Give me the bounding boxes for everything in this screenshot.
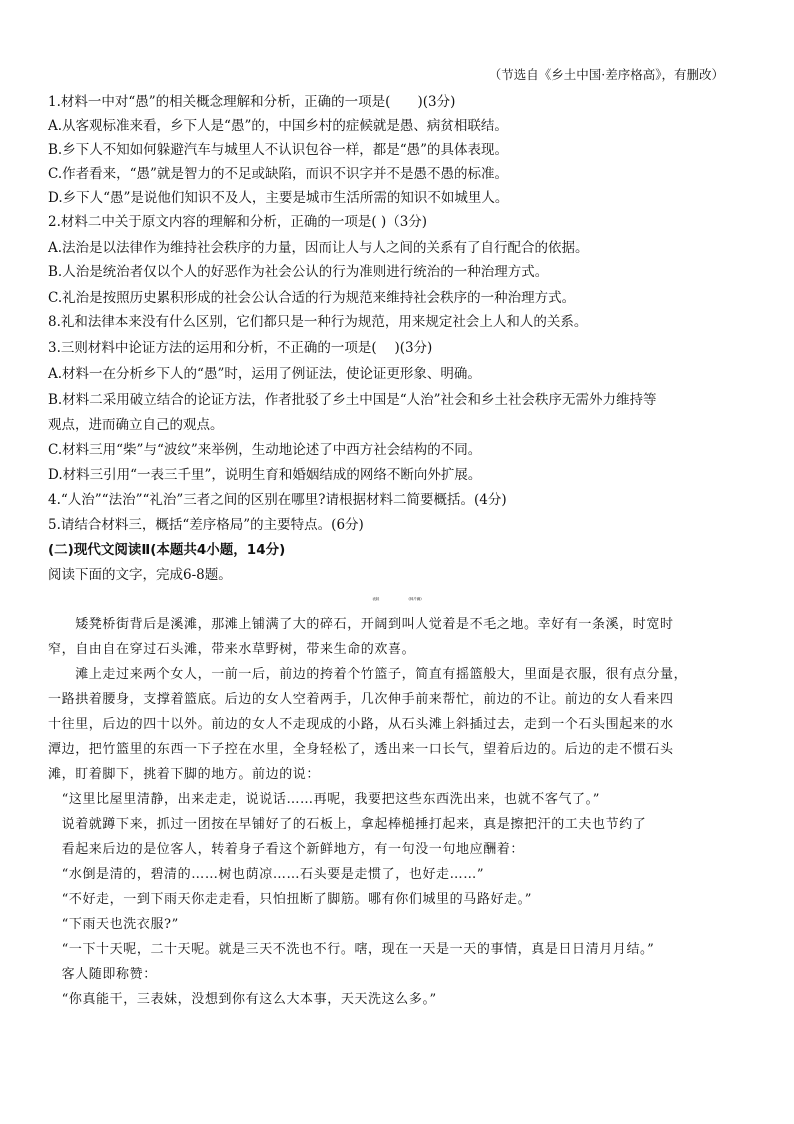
story-line-3: 滩上走过来两个女人，一前一后，前边的挎着个竹篮子，简直有摇篮般大，里面是衣服，很有点分量， xyxy=(48,667,688,682)
question-2-option-a: A.法治是以法律作为维持社会秩序的力量，因而让人与人之间的关系有了自行配合的依据。 xyxy=(48,240,589,256)
question-2-stem: 2.材料二中关于原文内容的理解和分析，正确的一项是( )（3分) xyxy=(48,214,428,230)
story-line-4: 一路拱着腰身，支撑着篮底。后边的女人空着两手，几次伸手前来帮忙，前边的不让。前边的女人看来四 xyxy=(48,692,674,707)
question-3-option-c: C.材料三用“柴”与“波纹”来举例，生动地论述了中西方社会结构的不同。 xyxy=(48,442,482,458)
question-5: 5.请结合材料三，概括“差序格局”的主要特点。(6分) xyxy=(48,517,364,533)
story-line-5: 十往里，后边的四十以外。前边的女人不走现成的小路，从石头滩上斜插过去，走到一个石头围起来的水 xyxy=(48,717,674,732)
story-line-1: 矮凳桥街背后是溪滩，那滩上铺满了大的碎石，开阔到叫人觉着是不毛之地。幸好有一条溪，时宽时 xyxy=(48,617,674,632)
section-2-heading: (二)现代文阅读Ⅱ(本题共4小题，14分) xyxy=(48,542,286,558)
source-note: （节选自《乡土中国·差序格高》，有删改） xyxy=(488,67,724,82)
story-line-14: “一下十天呢，二十天呢。就是三天不洗也不行。嗐，现在一天是一天的事情，真是日日清月月结。” xyxy=(48,942,655,957)
story-line-10: 看起来后边的是位客人，转着身子看这个新鲜地方，有一句没一句地应酬着： xyxy=(48,842,525,857)
story-line-11: “水倒是清的，碧清的……树也荫凉……石头要是走惯了，也好走……” xyxy=(48,867,485,882)
question-1-option-d: D.乡下人“愚”是说他们知识不及人，主要是城市生活所需的知识不如城里人。 xyxy=(48,190,509,206)
story-author: (林斤澜) xyxy=(408,597,422,601)
story-line-15: 客人随即称赞： xyxy=(48,967,157,982)
story-line-12: “不好走，一到下雨天你走走看，只怕扭断了脚筋。哪有你们城里的马路好走。” xyxy=(48,892,532,907)
question-2-option-d: 8.礼和法律本来没有什么区别，它们都只是一种行为规范，用来规定社会上人和人的关系。 xyxy=(48,314,588,330)
story-line-6: 潭边，把竹篮里的东西一下子控在水里，全身轻松了，透出来一口长气，望着后边的。后边的走不惯石头 xyxy=(48,742,674,757)
story-line-13: “下雨天也洗衣服?” xyxy=(48,917,179,932)
question-1-option-a: A.从客观标准来看，乡下人是“愚”的，中国乡村的症候就是愚、病贫相联结。 xyxy=(48,118,508,134)
story-line-8: “这里比屋里清静，出来走走，说说话……再呢，我要把这些东西洗出来，也就不客气了。” xyxy=(48,792,600,807)
question-4: 4.“人治”“法治”“礼治”三者之间的区别在哪里?请根据材料二简要概括。(4分) xyxy=(48,492,507,508)
question-3-option-b-cont: 观点，进而确立自己的观点。 xyxy=(48,417,224,433)
question-1-stem: 1.材料一中对“愚”的相关概念理解和分析，正确的一项是( )(3分) xyxy=(48,94,456,110)
question-3-option-a: A.材料一在分析乡下人的“愚”时，运用了例证法，使论证更形象、明确。 xyxy=(48,366,481,382)
story-line-7: 滩，盯着脚下，挑着下脚的地方。前边的说： xyxy=(48,767,321,782)
story-title: 表妹 xyxy=(372,597,380,601)
question-1-option-b: B.乡下人不知如何躲避汽车与城里人不认识包谷一样，都是“愚”的具体表现。 xyxy=(48,142,509,158)
question-1-option-c: C.作者看来，“愚”就是智力的不足或缺陷，而识不识字并不是愚不愚的标准。 xyxy=(48,166,508,182)
story-line-9: 说着就蹲下来，抓过一团按在早铺好了的石板上，拿起棒槌捶打起来，真是擦把汗的工夫也节约了 xyxy=(48,817,647,832)
question-3-option-d: D.材料三引用“一表三千里”，说明生育和婚姻结成的网络不断向外扩展。 xyxy=(48,467,482,483)
story-line-16: “你真能干，三表妹，没想到你有这么大本事，天天洗这么多。” xyxy=(48,992,437,1007)
question-2-option-b: B.人治是统治者仅以个人的好恶作为社会公认的行为准则进行统治的一种治理方式。 xyxy=(48,264,549,280)
story-line-2: 窄，自由自在穿过石头滩，带来水草野树，带来生命的欢喜。 xyxy=(48,642,416,657)
section-2-instruction: 阅读下面的文字，完成6-8题。 xyxy=(48,567,232,583)
question-2-option-c: C.礼治是按照历史累积形成的社会公认合适的行为规范来维持社会秩序的一种治理方式。 xyxy=(48,290,576,306)
question-3-option-b: B.材料二采用破立结合的论证方法，作者批驳了乡土中国是“人治”社会和乡土社会秩序无需外力维持等 xyxy=(48,392,657,408)
story-title-line xyxy=(0,590,794,608)
question-3-stem: 3.三则材料中论证方法的运用和分析，不正确的一项是( )(3分) xyxy=(48,340,433,356)
